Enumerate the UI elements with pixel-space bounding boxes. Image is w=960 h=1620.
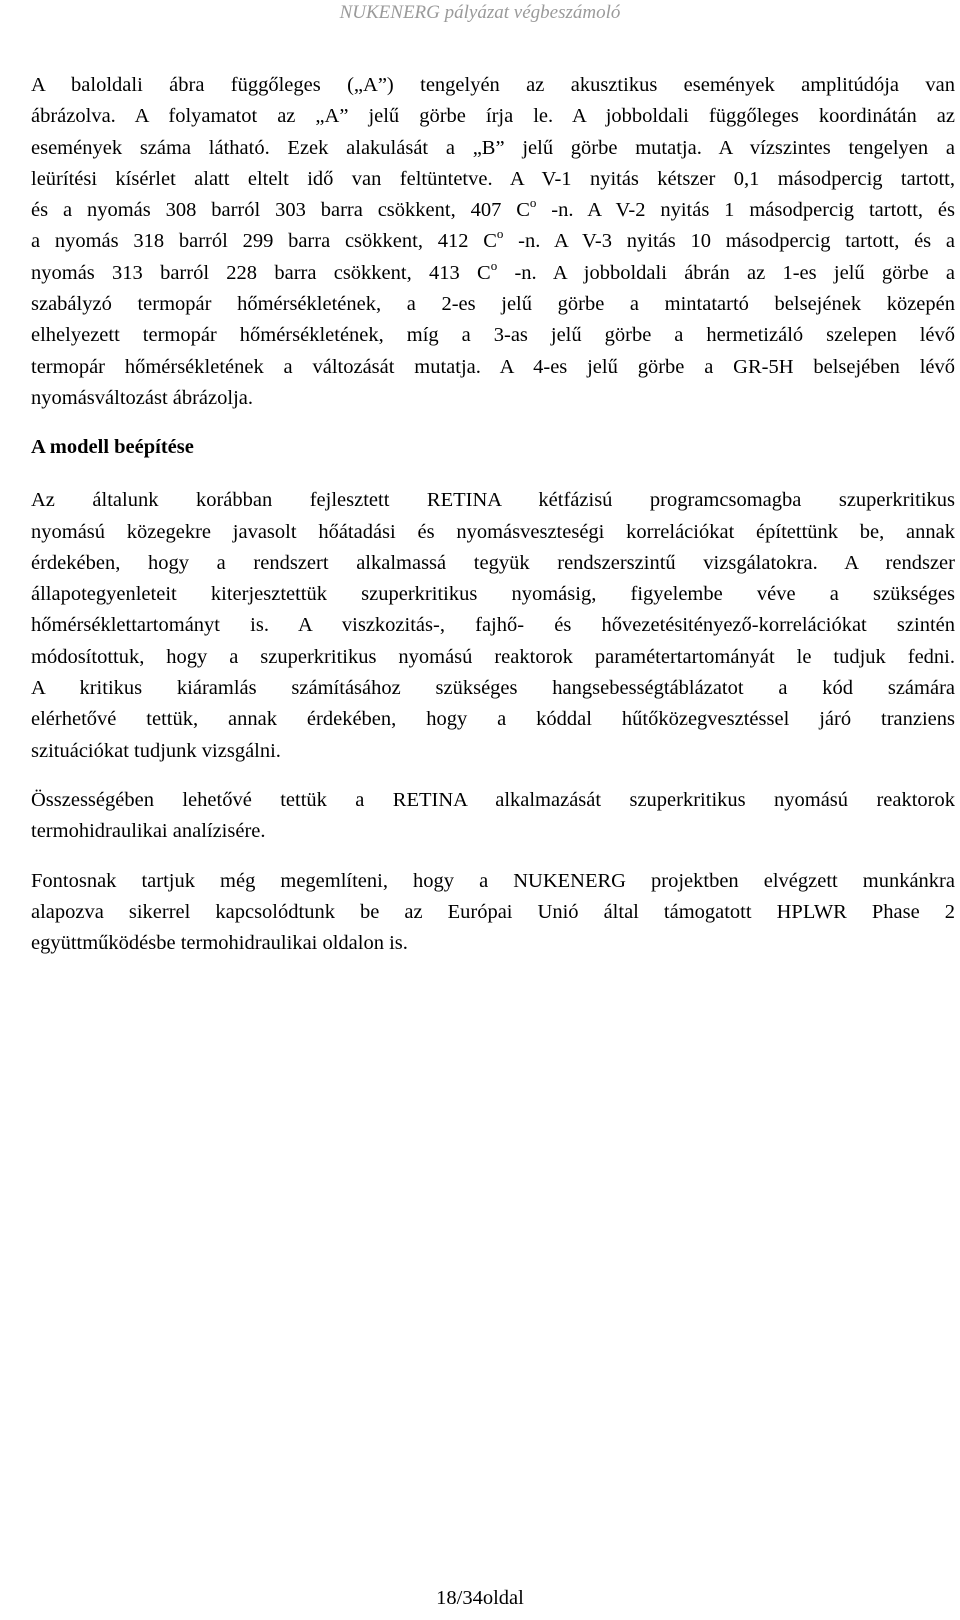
running-header: NUKENERG pályázat végbeszámoló [339,2,621,23]
paragraph-line: szituációkat tudjunk vizsgálni. [31,739,281,762]
line-text-tail: -n. A jobboldali ábrán az 1-es jelű görbe a [497,261,955,284]
degree-mark: o [529,195,537,211]
paragraph-line: együttműködésbe termohidraulikai oldalon is. [31,932,408,955]
paragraph-line: hőmérséklettartományt is. A viszkozitás-, fajhő- és hővezetésitényező-korrelációkat szintén [31,614,955,637]
paragraph-line: események száma látható. Ezek alakulását a „B” jelű görbe mutatja. A vízszintes tengelyen a [31,136,955,159]
paragraph-line: nyomású közegekre javasolt hőátadási és nyomásveszteségi korrelációkat építettünk be, annak [31,520,955,543]
paragraph-summary [31,785,955,848]
paragraph-line: állapotegyenleteit kiterjesztettük szuperkritikus nyomásig, figyelembe véve a szükséges [31,583,955,606]
paragraph-line: érdekében, hogy a rendszert alkalmassá tegyük rendszerszintű vizsgálatokra. A rendszer [31,551,955,574]
paragraph-line: leürítési kísérlet alatt eltelt idő van feltüntetve. A V-1 nyitás kétszer 0,1 másodpercig tartott, [31,167,955,190]
paragraph-line: elhelyezett termopár hőmérsékletének, míg a 3-as jelű görbe a hermetizáló szelepen lévő [31,324,955,347]
paragraph-model-integration [31,485,955,767]
line-text: a nyomás 318 barról 299 barra csökkent, 412 C [31,230,497,253]
paragraph-line-with-degree [31,258,955,289]
paragraph-line: elérhetővé tettük, annak érdekében, hogy a kóddal hűtőközegvesztéssel járó tranziens [31,708,955,731]
body-text [31,70,955,959]
paragraph-line: nyomásváltozást ábrázolja. [31,386,253,409]
paragraph-line: Fontosnak tartjuk még megemlíteni, hogy a NUKENERG projektben elvégzett munkánkra [31,869,955,892]
paragraph-line: alapozva sikerrel kapcsolódtunk be az Európai Unió által támogatott HPLWR Phase 2 [31,900,955,923]
paragraph-line: A baloldali ábra függőleges („A”) tengelyén az akusztikus események amplitúdója van [31,74,955,96]
line-text: nyomás 313 barról 228 barra csökkent, 413 C [31,261,491,284]
paragraph-acoustic-events [31,70,955,414]
section-title: A modell beépítése [31,436,194,459]
line-text-tail: -n. A V-3 nyitás 10 másodpercig tartott, és a [503,230,955,253]
paragraph-line: ábrázolva. A folyamatot az „A” jelű görbe írja le. A jobboldali függőleges koordinátán az [31,105,955,128]
paragraph-line: Az általunk korábban fejlesztett RETINA kétfázisú programcsomagba szuperkritikus [31,489,955,512]
paragraph-line: módosítottuk, hogy a szuperkritikus nyomású reaktorok paramétertartományát le tudjuk fedni. [31,645,955,668]
paragraph-line: A kritikus kiáramlás számításához szükséges hangsebességtáblázatot a kód számára [31,677,955,700]
line-text: és a nyomás 308 barról 303 barra csökkent, 407 C [31,199,530,222]
degree-mark: o [496,226,504,242]
paragraph-line-with-degree [31,195,955,226]
line-text-tail: -n. A V-2 nyitás 1 másodpercig tartott, és [536,199,955,222]
page-number: 18/34oldal [436,1587,524,1609]
paragraph-line: termohidraulikai analízisére. [31,820,266,843]
paragraph-line-with-degree [31,226,955,257]
degree-mark: o [490,257,498,273]
paragraph-line: termopár hőmérsékletének a változását mutatja. A 4-es jelű görbe a GR-5H belsejében lévő [31,355,955,378]
paragraph-hplwr [31,866,955,960]
paragraph-line: szabályzó termopár hőmérsékletének, a 2-es jelű görbe a mintatartó belsejének közepén [31,293,955,316]
paragraph-line: Összességében lehetővé tettük a RETINA alkalmazását szuperkritikus nyomású reaktorok [31,788,955,811]
